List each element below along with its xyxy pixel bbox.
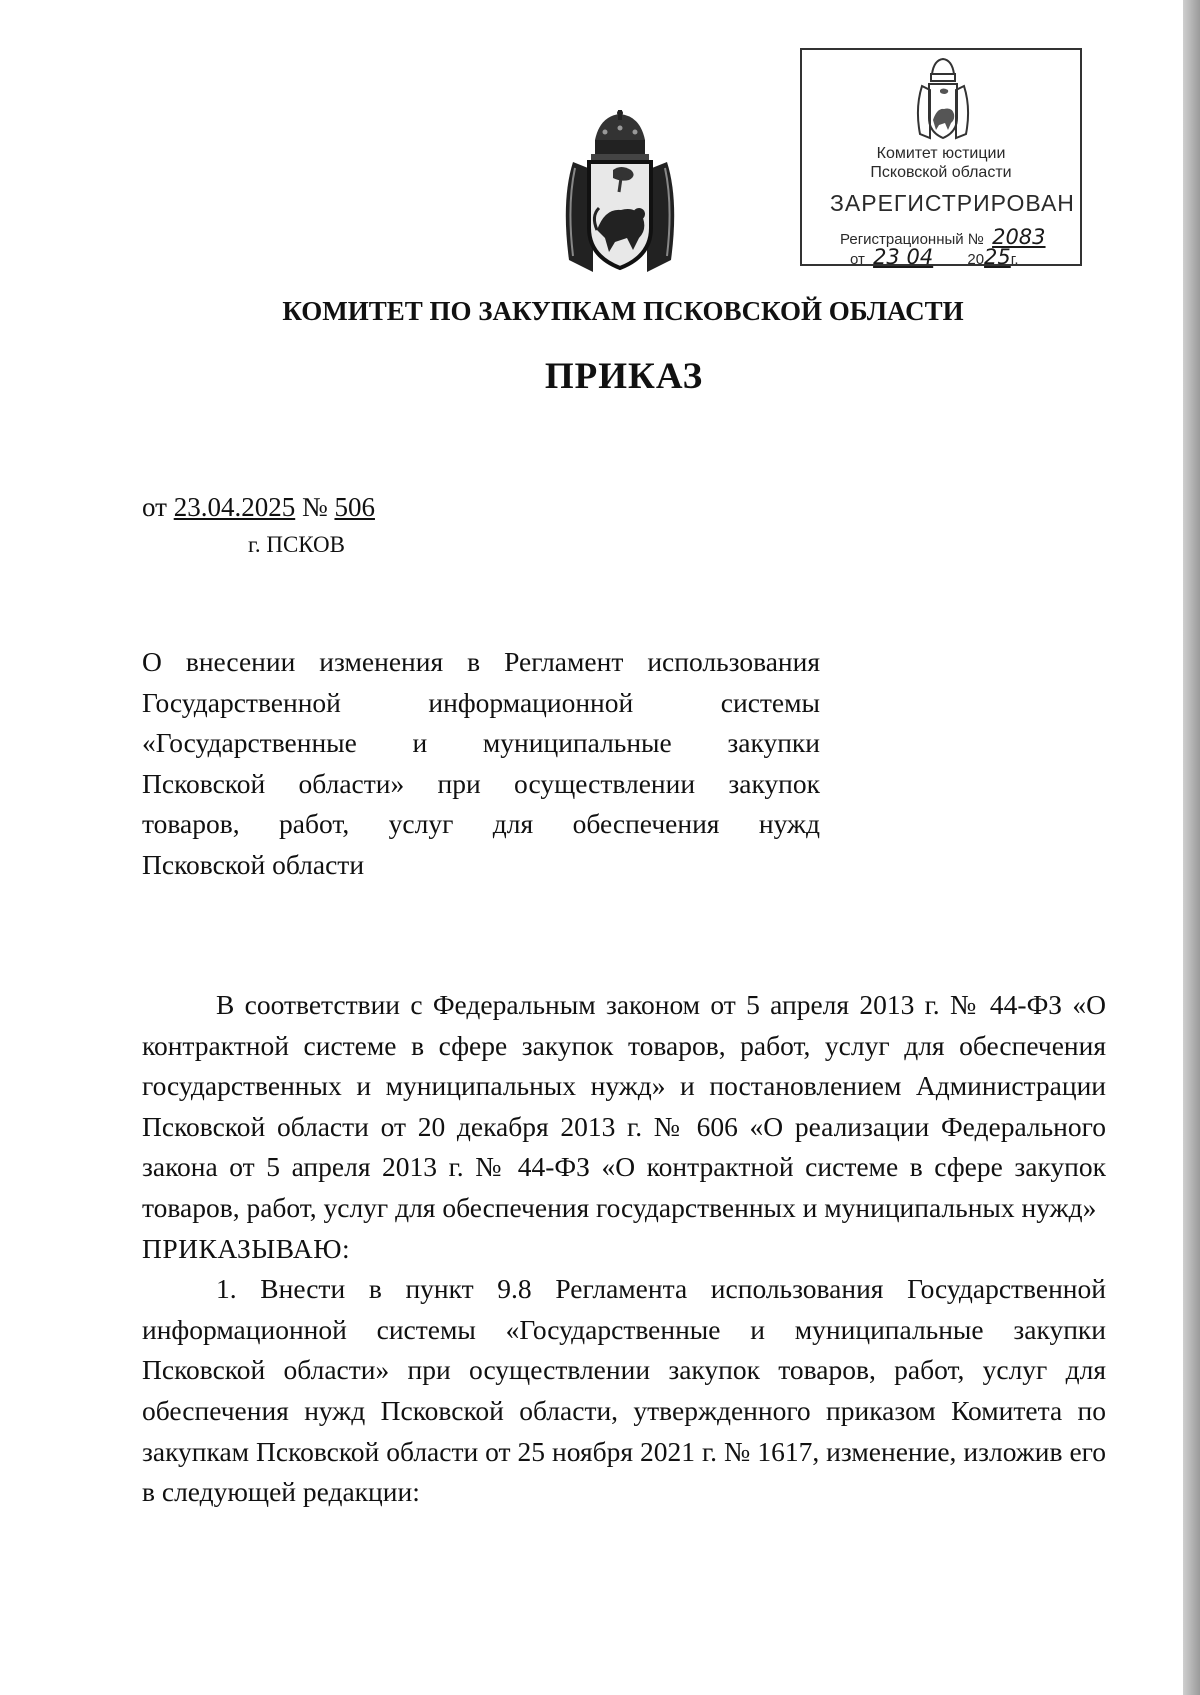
subject-line: товаров, работ, услуг для обеспечения нужд — [142, 808, 820, 839]
organization-name: КОМИТЕТ ПО ЗАКУПКАМ ПСКОВСКОЙ ОБЛАСТИ — [282, 296, 964, 326]
stamp-date-year: 25 — [984, 245, 1011, 269]
coat-of-arms-emblem — [555, 110, 685, 278]
subject-line: «Государственные и муниципальные закупки — [142, 727, 820, 758]
stamp-date-row — [850, 245, 1019, 269]
document-date-number — [142, 492, 375, 523]
document-subject — [142, 642, 820, 885]
subject-line: Псковской области — [142, 848, 365, 880]
stamp-authority-line2: Псковской области — [870, 164, 1012, 181]
document-date: 23.04.2025 — [173, 492, 296, 522]
stamp-coat-of-arms-emblem — [912, 58, 974, 144]
order-item-1: 1. Внести в пункт 9.8 Регламента использования Государственной информационной системы «Государственные и муниципальные закупки Псковской области» при осуществлении закупок товаров, работ, услуг для обеспечения нужд Псковской области, утвержденного приказом Комитета по закупкам Псковской области от 25 ноября 2021 г. № 1617, изменение, изложив его в следующей редакции: — [142, 1273, 1106, 1508]
document-number: 506 — [334, 492, 375, 522]
stamp-date-day-month: 23 04 — [873, 245, 934, 269]
stamp-date-year-prefix: 20 — [967, 251, 985, 268]
number-sign: № — [301, 492, 328, 522]
stamp-date-year-mark: г. — [1010, 251, 1019, 268]
subject-line: Псковской области» при осуществлении закупок — [142, 767, 820, 799]
stamp-registration-number: 2083 — [992, 225, 1046, 249]
subject-line: Государственной информационной системы — [142, 686, 820, 718]
document-type-title: ПРИКАЗ — [544, 356, 704, 397]
document-city: г. ПСКОВ — [248, 532, 346, 557]
stamp-status: ЗАРЕГИСТРИРОВАН — [830, 190, 1075, 216]
subject-line: О внесении изменения в Регламент использования — [142, 646, 820, 677]
registration-stamp — [800, 48, 1082, 269]
stamp-authority-line1: Комитет юстиции — [876, 145, 1006, 162]
date-prefix: от — [142, 492, 167, 522]
preamble-paragraph: В соответствии с Федеральным законом от 5 апреля 2013 г. № 44-ФЗ «О контрактной системе в сфере закупок товаров, работ, услуг для обеспечения государственных и муниципальных нужд» и постановлением Администрации Псковской области от 20 декабря 2013 г. № 606 «О реализации Федерального закона от 5 апреля 2013 г. № 44-ФЗ «О контрактной системе в сфере закупок товаров, работ, услуг для обеспечения государственных и муниципальных нужд» — [142, 989, 1106, 1223]
scan-page-edge — [1183, 0, 1200, 1695]
stamp-registration-label: Регистрационный № — [840, 231, 984, 248]
document-body — [142, 985, 1106, 1513]
order-word: ПРИКАЗЫВАЮ: — [142, 1232, 351, 1264]
stamp-date-prefix: от — [850, 251, 865, 268]
